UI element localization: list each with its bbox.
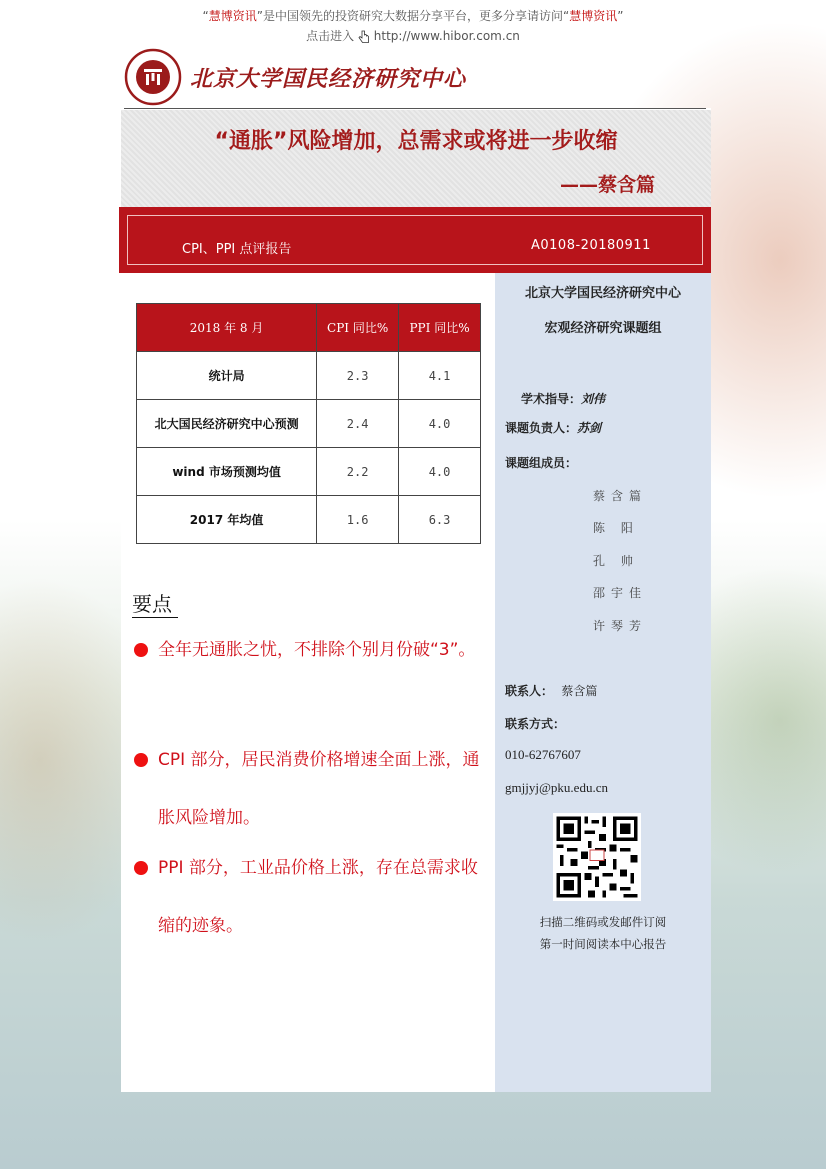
table-header-cpi: CPI 同比% [317,304,399,352]
qr-code-icon[interactable] [553,813,641,901]
lead-label: 课题负责人： [505,421,578,435]
report-author: ——蔡含篇 [559,174,655,196]
row-source: 2017 年均值 [137,496,317,544]
table-header-row [137,304,481,352]
key-points-underline [132,617,178,618]
sidebar-org: 北京大学国民经济研究中心 [524,286,681,301]
row-cpi: 2.4 [317,400,399,448]
lead-name: 苏剑 [577,421,602,435]
contact-line [505,682,597,699]
member-name: 蔡含篇 [593,489,648,503]
advisor-label: 学术指导： [521,392,582,406]
header-divider [124,108,706,109]
row-source: 北大国民经济研究中心预测 [137,400,317,448]
research-team-sidebar [495,273,711,1092]
table-row [137,496,481,544]
table-row [137,352,481,400]
promo-quote-open: “ [202,9,209,23]
row-ppi: 6.3 [399,496,481,544]
advisor-name: 刘伟 [581,392,606,406]
report-info-frame [127,215,703,265]
bullet-icon [134,753,148,767]
table-header-period: 2018 年 8 月 [137,304,317,352]
key-point-item: 全年无通胀之忧，不排除个别月份破“3”。 [158,640,476,660]
report-title: “通胀”风险增加，总需求或将进一步收缩 [214,129,618,154]
report-code: A0108-20180911 [531,238,651,253]
row-ppi: 4.0 [399,448,481,496]
promo-text: ”是中国领先的投资研究大数据分享平台，更多分享请访问“ [256,9,570,23]
member-name: 许琴芳 [593,619,648,633]
contact-label: 联系人： [505,684,554,698]
table-header-ppi: PPI 同比% [399,304,481,352]
row-ppi: 4.0 [399,400,481,448]
row-cpi: 1.6 [317,496,399,544]
report-info-bar [119,207,711,273]
forecast-table [136,303,481,544]
method-label: 联系方式： [505,717,566,731]
member-name: 邵宇佳 [593,586,648,600]
lead-line [505,419,601,436]
advisor-line [521,390,605,407]
promo-banner [0,6,826,46]
contact-name: 蔡含篇 [561,684,598,698]
key-point-item: PPI 部分，工业品价格上涨，存在总需求收缩的迹象。 [158,858,478,936]
row-source: 统计局 [137,352,317,400]
row-ppi: 4.1 [399,352,481,400]
contact-phone: 010-62767607 [505,747,581,762]
report-type: CPI、PPI 点评报告 [182,242,292,257]
sidebar-group: 宏观经济研究课题组 [544,321,662,336]
institution-name: 北京大学国民经济研究中心 [190,66,467,92]
key-points-title: 要点 [132,592,172,616]
member-name: 陈 阳 [593,521,639,535]
row-cpi: 2.2 [317,448,399,496]
title-band [121,110,711,212]
row-source: wind 市场预测均值 [137,448,317,496]
promo-quote-close: ” [617,9,624,23]
qr-caption-2: 第一时间阅读本中心报告 [539,937,667,951]
qr-caption-1: 扫描二维码或发邮件订阅 [539,915,667,929]
hand-cursor-icon [358,30,370,44]
promo-brand-link-2[interactable]: 慧博资讯 [569,9,618,23]
row-cpi: 2.3 [317,352,399,400]
table-row [137,448,481,496]
table-row [137,400,481,448]
bullet-icon [134,861,148,875]
contact-email-link[interactable]: gmjjyj@pku.edu.cn [505,780,608,795]
members-label: 课题组成员： [505,456,578,470]
member-name: 孔 帅 [593,554,639,568]
promo-enter-label: 点击进入 [306,29,355,43]
promo-url-link[interactable]: http://www.hibor.com.cn [373,29,520,43]
promo-brand-link[interactable]: 慧博资讯 [208,9,257,23]
bullet-icon [134,643,148,657]
key-point-item: CPI 部分，居民消费价格增速全面上涨，通胀风险增加。 [158,750,480,828]
university-seal-icon [124,48,182,106]
